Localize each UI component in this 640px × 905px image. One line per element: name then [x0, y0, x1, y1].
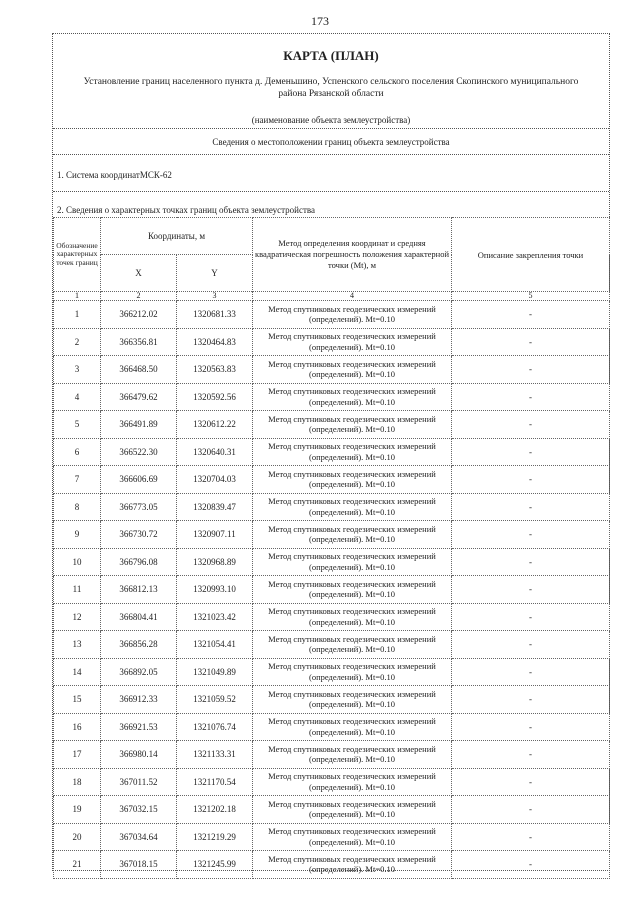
method-text: Метод спутниковых геодезических измерений (определений). Mt=0.10: [253, 521, 452, 549]
point-description: -: [452, 466, 610, 494]
point-description: -: [452, 576, 610, 604]
coord-y: 1320968.89: [177, 548, 253, 576]
method-text: Метод спутниковых геодезических измерений (определений). Mt=0.10: [253, 356, 452, 384]
method-text: Метод спутниковых геодезических измерений (определений). Mt=0.10: [253, 823, 452, 851]
header-description: Описание закрепления точки: [452, 218, 610, 292]
coord-y: 1321076.74: [177, 713, 253, 741]
coord-y: 1320592.56: [177, 383, 253, 411]
point-description: -: [452, 823, 610, 851]
method-text: Метод спутниковых геодезических измерений (определений). Mt=0.10: [253, 548, 452, 576]
method-text: Метод спутниковых геодезических измерений (определений). Mt=0.10: [253, 411, 452, 439]
point-description: -: [452, 631, 610, 659]
coord-y: 1321059.52: [177, 686, 253, 714]
point-number: 19: [54, 796, 101, 824]
point-number: 2: [54, 328, 101, 356]
coord-x: 366912.33: [101, 686, 177, 714]
point-description: -: [452, 741, 610, 769]
table-row: [54, 823, 610, 851]
point-description: -: [452, 851, 610, 879]
method-text: Метод спутниковых геодезических измерений (определений). Mt=0.10: [253, 438, 452, 466]
coord-y: 1321170.54: [177, 768, 253, 796]
point-description: -: [452, 658, 610, 686]
point-description: -: [452, 548, 610, 576]
header-y: Y: [177, 255, 253, 292]
coord-x: 366804.41: [101, 603, 177, 631]
coord-x: 366212.02: [101, 301, 177, 329]
point-description: -: [452, 356, 610, 384]
point-number: 10: [54, 548, 101, 576]
point-number: 15: [54, 686, 101, 714]
table-row: [54, 411, 610, 439]
method-text: Метод спутниковых геодезических измерений (определений). Mt=0.10: [253, 466, 452, 494]
table-row: [54, 686, 610, 714]
point-description: -: [452, 768, 610, 796]
coord-y: 1320464.83: [177, 328, 253, 356]
table-row: [54, 466, 610, 494]
coord-x: 366468.50: [101, 356, 177, 384]
method-text: Метод спутниковых геодезических измерений (определений). Mt=0.10: [253, 686, 452, 714]
coord-y: 1321054.41: [177, 631, 253, 659]
point-number: 7: [54, 466, 101, 494]
point-description: -: [452, 493, 610, 521]
method-text: Метод спутниковых геодезических измерений (определений). Mt=0.10: [253, 328, 452, 356]
coord-x: 367018.15: [101, 851, 177, 879]
points-header-label: 2. Сведения о характерных точках границ объекта землеустройства: [57, 205, 316, 215]
section-header: Сведения о местоположении границ объекта землеустройства: [212, 137, 450, 147]
method-text: Метод спутниковых геодезических измерений (определений). Mt=0.10: [253, 658, 452, 686]
column-number: 3: [177, 292, 253, 301]
document-title: КАРТА (ПЛАН): [283, 48, 379, 63]
coord-x: 367011.52: [101, 768, 177, 796]
table-row: [54, 631, 610, 659]
method-text: Метод спутниковых геодезических измерений (определений). Mt=0.10: [253, 741, 452, 769]
point-number: 8: [54, 493, 101, 521]
point-number: 14: [54, 658, 101, 686]
coord-y: 1321245.99: [177, 851, 253, 879]
table-row: [54, 438, 610, 466]
table-row: [54, 328, 610, 356]
method-text: Метод спутниковых геодезических измерений (определений). Mt=0.10: [253, 493, 452, 521]
point-number: 11: [54, 576, 101, 604]
table-row: [54, 548, 610, 576]
coord-x: 367032.15: [101, 796, 177, 824]
column-number: 5: [452, 292, 610, 301]
method-text: Метод спутниковых геодезических измерений (определений). Mt=0.10: [253, 383, 452, 411]
table-row: [54, 796, 610, 824]
coord-x: 366856.28: [101, 631, 177, 659]
divider: [53, 154, 609, 155]
table-row: [54, 713, 610, 741]
coord-y: 1320612.22: [177, 411, 253, 439]
points-table: [53, 217, 610, 879]
point-description: -: [452, 796, 610, 824]
point-number: 18: [54, 768, 101, 796]
point-number: 20: [54, 823, 101, 851]
point-number: 6: [54, 438, 101, 466]
subtitle-caption: (наименование объекта землеустройства): [251, 115, 411, 125]
page-number: 173: [311, 14, 329, 28]
coord-y: 1320563.83: [177, 356, 253, 384]
point-description: -: [452, 603, 610, 631]
coord-x: 366892.05: [101, 658, 177, 686]
table-row: [54, 768, 610, 796]
point-description: -: [452, 328, 610, 356]
coord-x: 366491.89: [101, 411, 177, 439]
coord-y: 1320681.33: [177, 301, 253, 329]
coord-x: 366796.08: [101, 548, 177, 576]
point-number: 13: [54, 631, 101, 659]
table-row: [54, 356, 610, 384]
coord-y: 1320640.31: [177, 438, 253, 466]
header-x: X: [101, 255, 177, 292]
point-description: -: [452, 383, 610, 411]
coord-y: 1320907.11: [177, 521, 253, 549]
method-text: Метод спутниковых геодезических измерений (определений). Mt=0.10: [253, 603, 452, 631]
coord-x: 366980.14: [101, 741, 177, 769]
method-text: Метод спутниковых геодезических измерений (определений). Mt=0.10: [253, 301, 452, 329]
point-number: 5: [54, 411, 101, 439]
coord-y: 1321049.89: [177, 658, 253, 686]
coord-x: 366522.30: [101, 438, 177, 466]
point-description: -: [452, 301, 610, 329]
coord-x: 366773.05: [101, 493, 177, 521]
header-coordinates: Координаты, м: [101, 218, 253, 255]
coord-y: 1320839.47: [177, 493, 253, 521]
method-text: Метод спутниковых геодезических измерений (определений). Mt=0.10: [253, 768, 452, 796]
coord-x: 366356.81: [101, 328, 177, 356]
coord-x: 366479.62: [101, 383, 177, 411]
method-text: Метод спутниковых геодезических измерений (определений). Mt=0.10: [253, 576, 452, 604]
document-frame: [52, 33, 610, 875]
coord-x: 366606.69: [101, 466, 177, 494]
table-row: [54, 658, 610, 686]
table-row: [54, 301, 610, 329]
table-row: [54, 603, 610, 631]
coord-y: 1321023.42: [177, 603, 253, 631]
point-number: 1: [54, 301, 101, 329]
method-text: Метод спутниковых геодезических измерений (определений). Mt=0.10: [253, 851, 452, 879]
header-point-designation: Обозначение характерных точек границ: [54, 218, 101, 292]
table-row: [54, 741, 610, 769]
coord-x: 366921.53: [101, 713, 177, 741]
method-text: Метод спутниковых геодезических измерений (определений). Mt=0.10: [253, 631, 452, 659]
table-row: [54, 521, 610, 549]
point-number: 17: [54, 741, 101, 769]
method-text: Метод спутниковых геодезических измерений (определений). Mt=0.10: [253, 796, 452, 824]
point-number: 3: [54, 356, 101, 384]
coord-x: 366812.13: [101, 576, 177, 604]
document-subtitle: Установление границ населенного пункта д. Деменьшино, Успенского сельского поселения Скопинского муниципального района Рязанской области: [83, 77, 579, 99]
coord-x: 367034.64: [101, 823, 177, 851]
table-row: [54, 851, 610, 879]
column-number: 2: [101, 292, 177, 301]
coord-y: 1321133.31: [177, 741, 253, 769]
table-row: [54, 576, 610, 604]
point-description: -: [452, 713, 610, 741]
table-body: [54, 301, 610, 879]
method-text: Метод спутниковых геодезических измерений (определений). Mt=0.10: [253, 713, 452, 741]
divider: [53, 128, 609, 129]
column-number: 4: [253, 292, 452, 301]
header-method: Метод определения координат и средняя квадратическая погрешность положения характерной точки (Mt), м: [253, 218, 452, 292]
coord-y: 1320704.03: [177, 466, 253, 494]
divider: [53, 191, 609, 192]
table-row: [54, 493, 610, 521]
point-number: 21: [54, 851, 101, 879]
point-number: 16: [54, 713, 101, 741]
column-number: 1: [54, 292, 101, 301]
coord-y: 1320993.10: [177, 576, 253, 604]
point-number: 12: [54, 603, 101, 631]
point-number: 4: [54, 383, 101, 411]
coord-y: 1321202.18: [177, 796, 253, 824]
table-row: [54, 383, 610, 411]
point-description: -: [452, 411, 610, 439]
coord-x: 366730.72: [101, 521, 177, 549]
point-description: -: [452, 686, 610, 714]
point-number: 9: [54, 521, 101, 549]
coord-system-label: 1. Система координатМСК-62: [57, 170, 172, 180]
coord-y: 1321219.29: [177, 823, 253, 851]
point-description: -: [452, 521, 610, 549]
point-description: -: [452, 438, 610, 466]
